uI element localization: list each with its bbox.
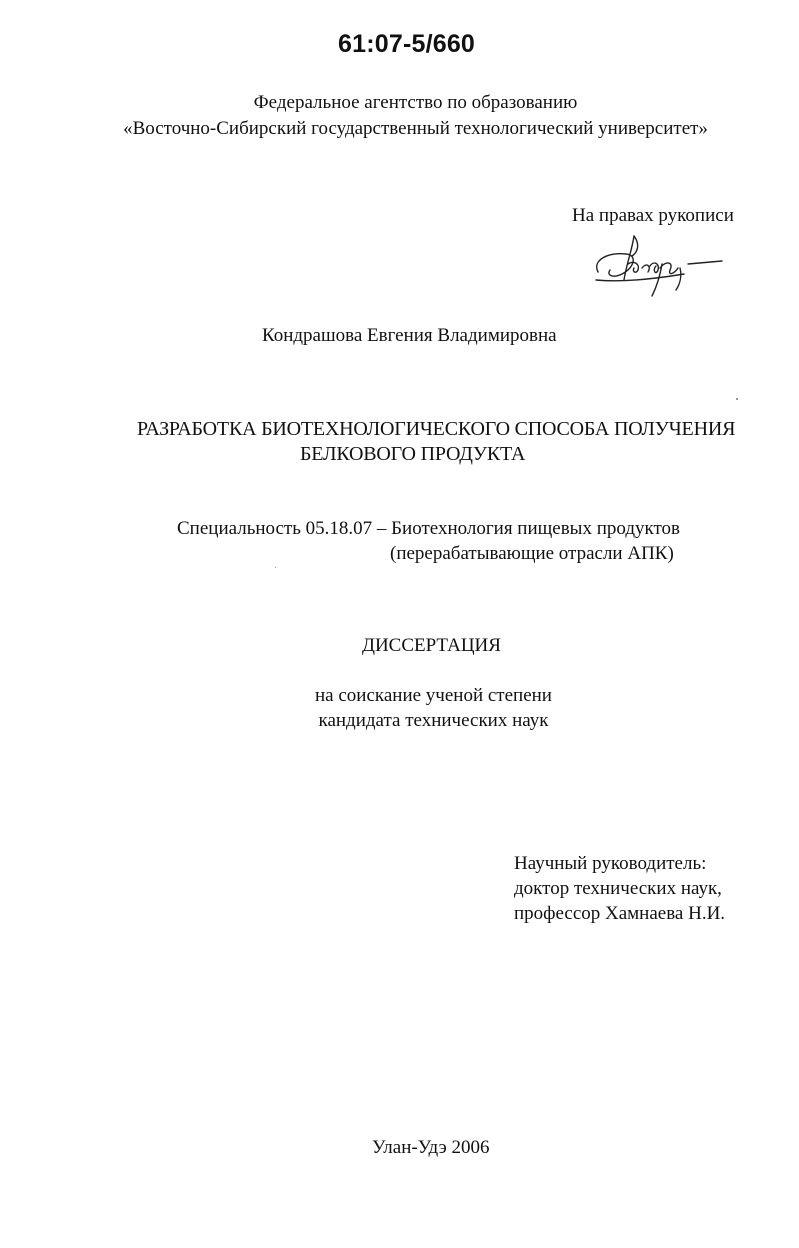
signature-icon [588,230,728,310]
university-name: «Восточно-Сибирский государственный технологический университет» [123,118,708,139]
supervisor-name: профессор Хамнаева Н.И. [514,903,726,924]
scan-speck [275,567,276,568]
agency-name: Федеральное агентство по образованию [253,92,578,113]
author-name: Кондрашова Евгения Владимировна [262,325,557,346]
scan-speck [736,398,738,400]
specialty-line-2: (перерабатывающие отрасли АПК) [390,543,674,564]
manuscript-rights-note: На правах рукописи [572,205,734,226]
archive-stamp-code: 61:07-5/660 [338,30,476,58]
dissertation-title-line-1: РАЗРАБОТКА БИОТЕХНОЛОГИЧЕСКОГО СПОСОБА ПОЛУЧЕНИЯ [137,418,736,440]
city-year: Улан-Удэ 2006 [372,1137,490,1158]
dissertation-title-line-2: БЕЛКОВОГО ПРОДУКТА [300,443,526,465]
degree-line-2: кандидата технических наук [318,710,549,731]
supervisor-label: Научный руководитель: [514,853,707,874]
document-type: ДИССЕРТАЦИЯ [362,635,501,656]
specialty-line-1: Специальность 05.18.07 – Биотехнология пищевых продуктов [177,518,680,539]
supervisor-block [514,851,725,926]
institution-header [16,90,799,142]
degree-statement [34,683,799,733]
degree-line-1: на соискание ученой степени [315,685,552,706]
supervisor-degree: доктор технических наук, [514,878,722,899]
